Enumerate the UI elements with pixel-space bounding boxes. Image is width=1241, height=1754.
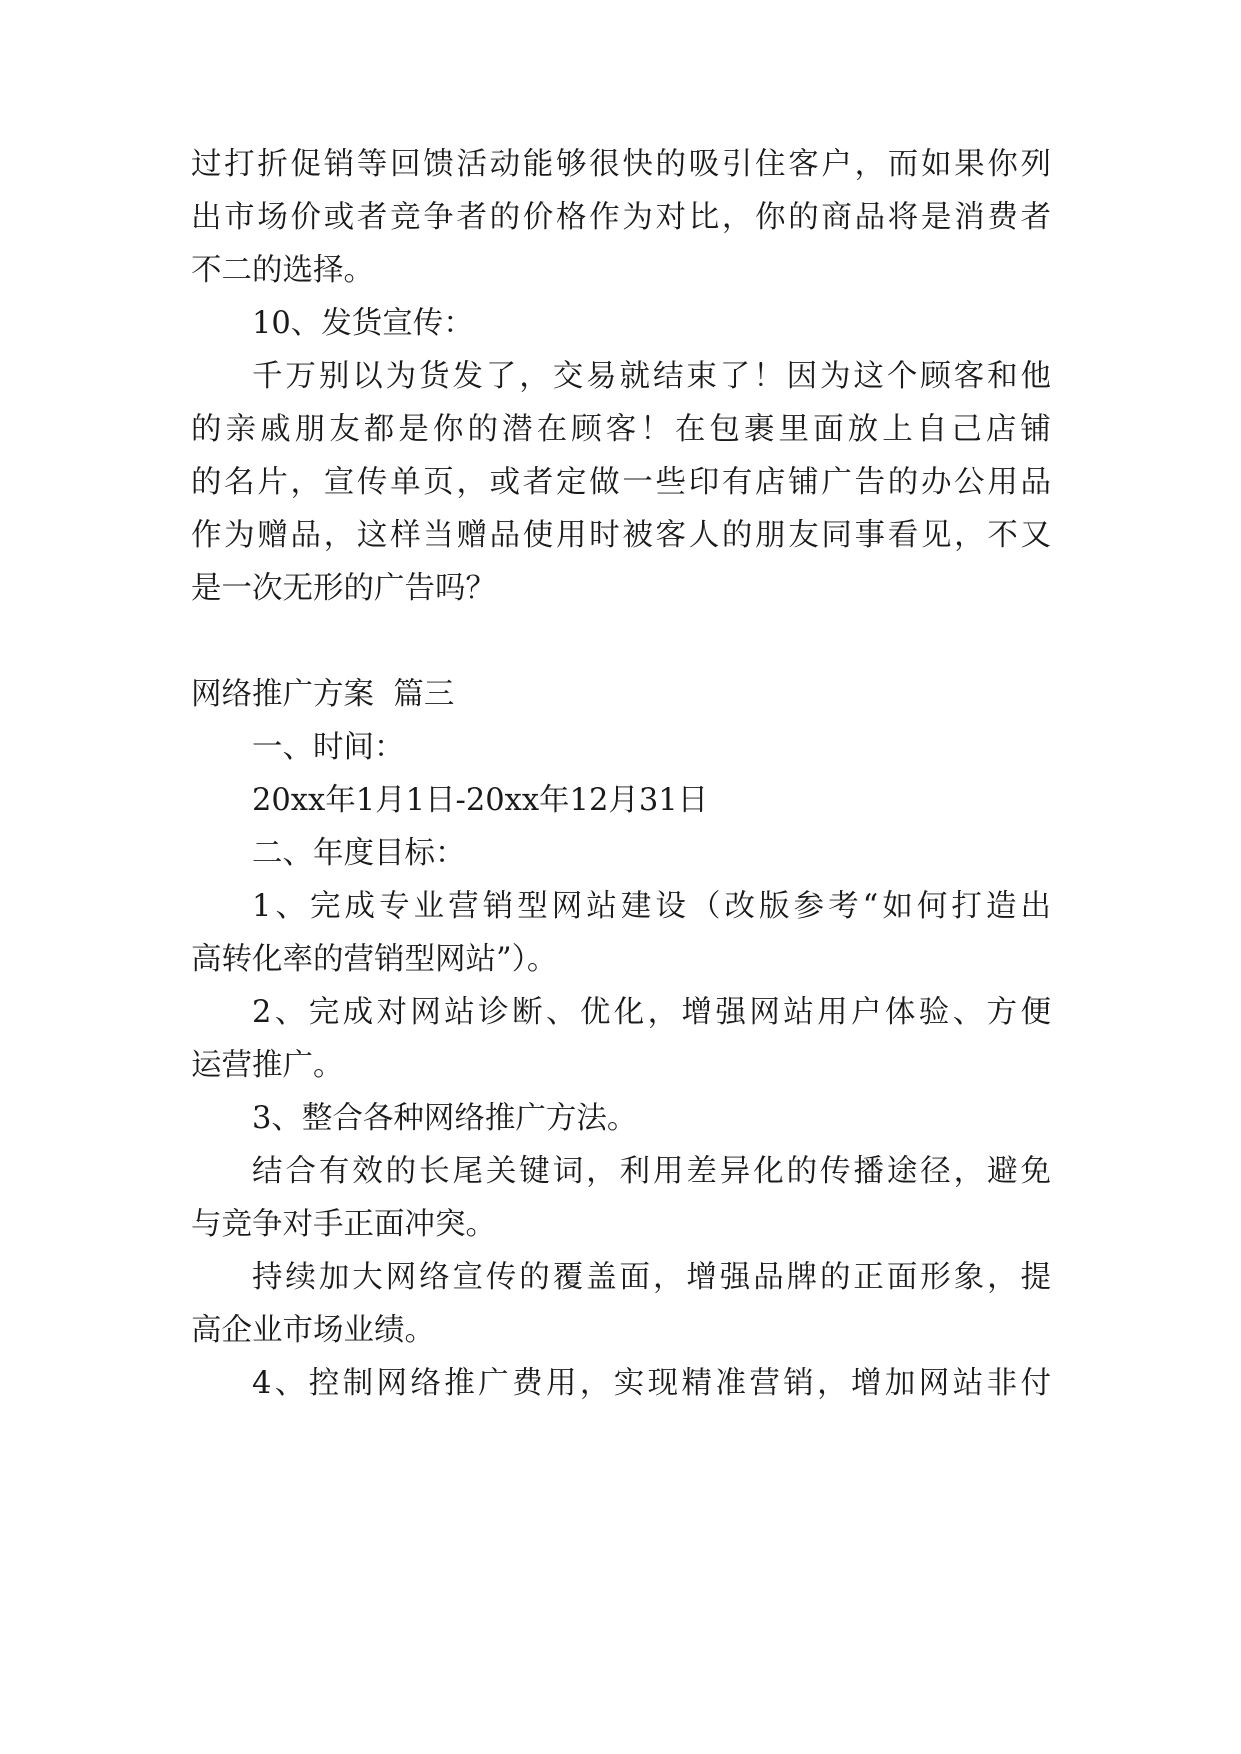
goal-line: 运营推广。 bbox=[191, 1048, 344, 1083]
time-value: 20xx年1月1日-20xx年12月31日 bbox=[252, 783, 709, 818]
paragraph-line: 的名片，宣传单页，或者定做一些印有店铺广告的办公用品 bbox=[191, 465, 1051, 500]
paragraph-line: 结合有效的长尾关键词，利用差异化的传播途径，避免 bbox=[252, 1154, 1051, 1189]
goal-line: 3、整合各种网络推广方法。 bbox=[252, 1101, 638, 1136]
paragraph-line: 出市场价或者竞争者的价格作为对比，你的商品将是消费者 bbox=[191, 200, 1051, 235]
goal-line: 4、控制网络推广费用，实现精准营销，增加网站非付 bbox=[252, 1366, 1051, 1401]
paragraph-line: 过打折促销等回馈活动能够很快的吸引住客户，而如果你列 bbox=[191, 147, 1051, 182]
paragraph-line: 持续加大网络宣传的覆盖面，增强品牌的正面形象，提 bbox=[252, 1260, 1051, 1295]
paragraph-line: 的亲戚朋友都是你的潜在顾客！在包裹里面放上自己店铺 bbox=[191, 412, 1051, 447]
section-title: 网络推广方案 篇三 bbox=[191, 677, 455, 712]
paragraph-line: 作为赠品，这样当赠品使用时被客人的朋友同事看见，不又 bbox=[191, 518, 1051, 553]
paragraph-line: 高企业市场业绩。 bbox=[191, 1313, 435, 1348]
paragraph-line: 与竞争对手正面冲突。 bbox=[191, 1207, 496, 1242]
item-heading: 10、发货宣传： bbox=[252, 306, 474, 341]
paragraph-line: 不二的选择。 bbox=[191, 253, 374, 288]
goal-line: 高转化率的营销型网站”）。 bbox=[191, 942, 558, 977]
goals-heading: 二、年度目标： bbox=[252, 836, 466, 871]
goal-line: 1、完成专业营销型网站建设（改版参考“如何打造出 bbox=[252, 889, 1051, 924]
paragraph-line: 千万别以为货发了，交易就结束了！因为这个顾客和他 bbox=[252, 359, 1051, 394]
paragraph-line: 是一次无形的广告吗？ bbox=[191, 571, 496, 606]
goal-line: 2、完成对网站诊断、优化，增强网站用户体验、方便 bbox=[252, 995, 1051, 1030]
time-heading: 一、时间： bbox=[252, 730, 405, 765]
